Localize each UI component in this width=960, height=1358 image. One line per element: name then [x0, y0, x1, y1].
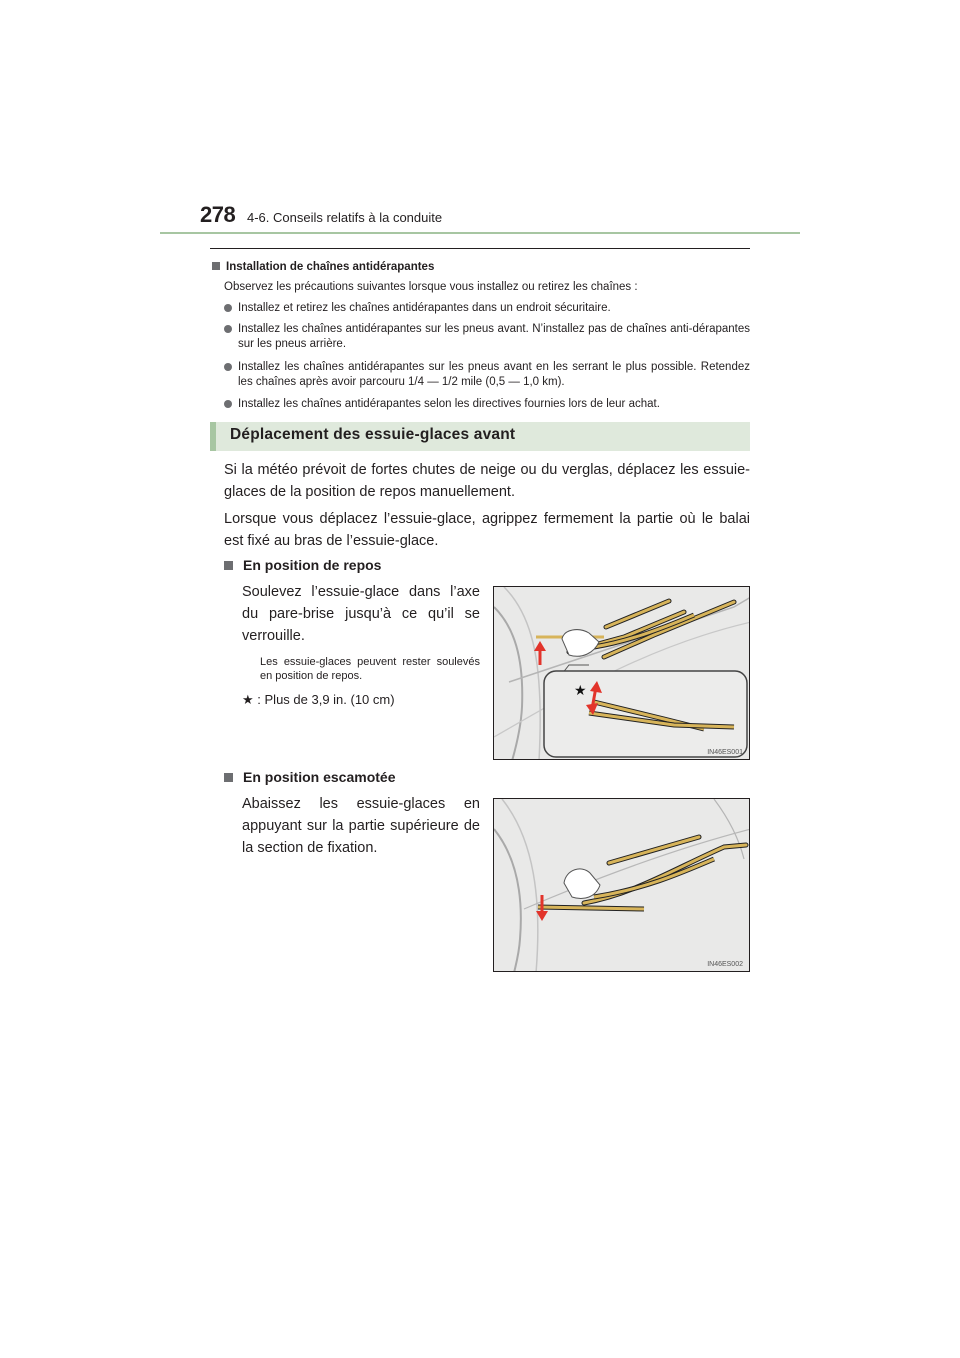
svg-text:★: ★ [574, 683, 587, 699]
list-item: Installez les chaînes antidérapantes selon les directives fournies lors de leur achat. [224, 397, 750, 412]
star-icon: ★ [242, 692, 254, 707]
bullet-dot-icon [224, 304, 232, 312]
retracted-position-heading: En position escamotée [224, 769, 395, 785]
list-item: Installez les chaînes antidérapantes sur les pneus avant. N’installez pas de chaînes anti-dérapantes sur les pneus arrière. [224, 322, 750, 352]
figure-id: IN46ES001 [707, 749, 743, 756]
wiper-raised-illustration [494, 587, 750, 760]
service-position-heading: En position de repos [224, 557, 381, 573]
square-bullet-icon [224, 561, 233, 570]
section-title-bar [210, 422, 750, 451]
retracted-position-text: Abaissez les essuie-glaces en appuyant sur la partie supérieure de la section de fixation. [242, 796, 480, 856]
chains-note-heading: Installation de chaînes antidérapantes [212, 260, 434, 275]
square-bullet-icon [212, 262, 220, 270]
section-title: Déplacement des essuie-glaces avant [230, 426, 516, 443]
star-legend: ★ : Plus de 3,9 in. (10 cm) [242, 692, 395, 707]
grip-paragraph: Lorsque vous déplacez l’essuie-glace, agrippez fermement la partie où le balai est fixé au bras de l’essuie-glace. [224, 511, 750, 549]
wiper-lowered-illustration [494, 799, 750, 972]
service-position-text: Soulevez l’essuie-glace dans l’axe du pare-brise jusqu’à ce qu’il se verrouille. [242, 584, 480, 644]
header-rule [160, 232, 800, 234]
bullet-dot-icon [224, 400, 232, 408]
retracted-position-illustration [493, 798, 750, 972]
bullet-dot-icon [224, 325, 232, 333]
chains-note-intro: Observez les précautions suivantes lorsque vous installez ou retirez les chaînes : [224, 281, 638, 293]
service-position-note: Les essuie-glaces peuvent rester soulevés en position de repos. [260, 656, 480, 682]
intro-paragraph: Si la météo prévoit de fortes chutes de neige ou du verglas, déplacez les essuie-glaces de la position de repos manuellement. [224, 462, 750, 500]
list-item: Installez et retirez les chaînes antidérapantes dans un endroit sécuritaire. [224, 301, 750, 316]
list-item: Installez les chaînes antidérapantes sur les pneus avant en les serrant le plus possible. Retendez les chaînes après avoir parcouru 1/4 — 1/2 mile (0,5 — 1,0 km). [224, 360, 750, 390]
square-bullet-icon [224, 773, 233, 782]
section-header: 4-6. Conseils relatifs à la conduite [247, 210, 443, 225]
page-number: 278 [200, 202, 236, 227]
content-top-rule [210, 248, 750, 249]
figure-id: IN46ES002 [707, 961, 743, 968]
service-position-illustration [493, 586, 750, 760]
bullet-dot-icon [224, 363, 232, 371]
